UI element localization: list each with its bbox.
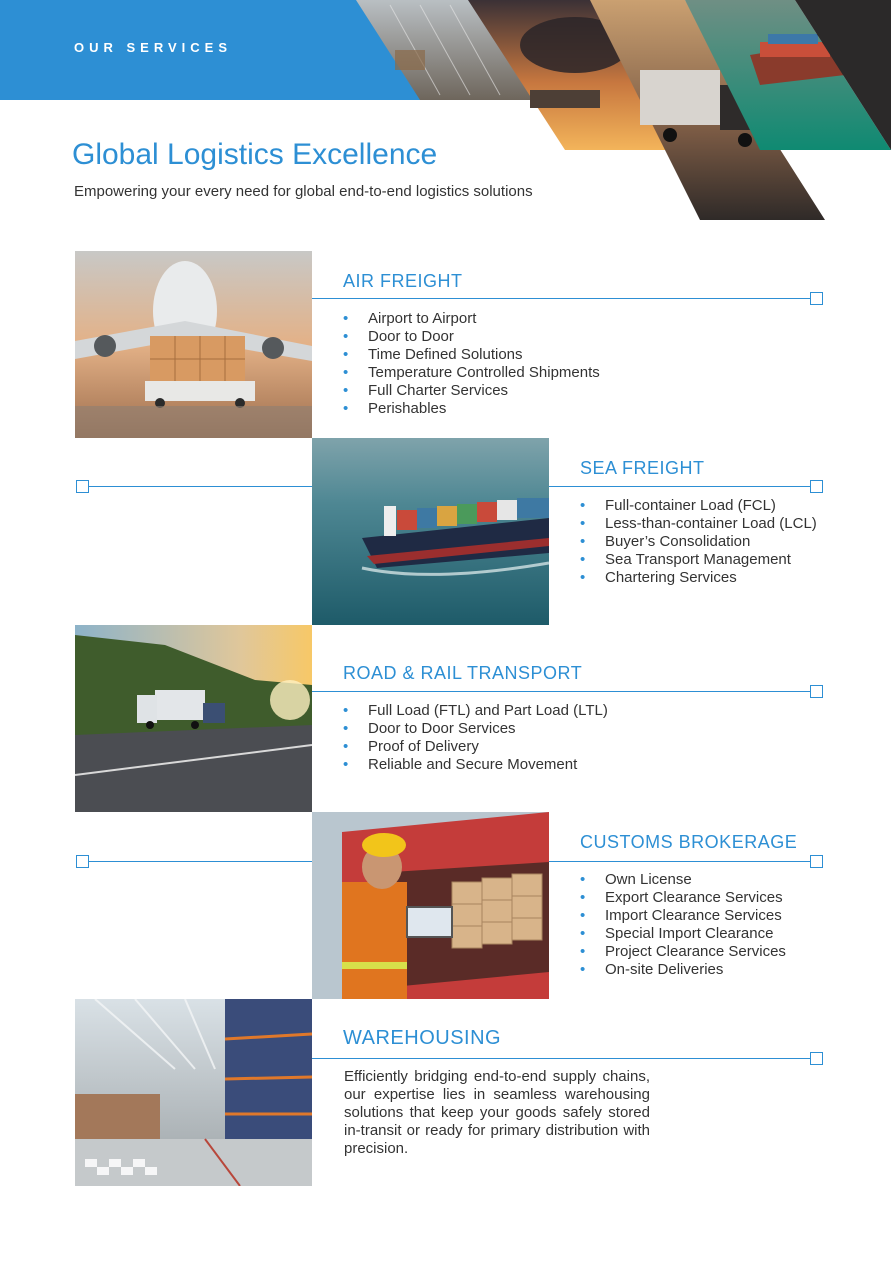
warehouse-marker (810, 1052, 823, 1065)
warehouse-description: Efficiently bridging end-to-end supply chains, our expertise lies in seamless warehousing solutions that keep your goods safely stored in-transit or ready for primary distribution with precision. (344, 1068, 650, 1157)
list-item: • Buyer’s Consolidation (580, 533, 817, 551)
list-item: • Proof of Delivery (343, 738, 608, 756)
list-item: • On-site Deliveries (580, 961, 786, 979)
section-eyebrow: OUR SERVICES (74, 40, 233, 55)
list-item: • Time Defined Solutions (343, 346, 600, 364)
customs-list (580, 871, 786, 979)
customs-photo (312, 812, 549, 999)
page-subtitle: Empowering your every need for global end-to-end logistics solutions (74, 183, 533, 200)
customs-title: CUSTOMS BROKERAGE (580, 832, 798, 852)
list-item: • Full Load (FTL) and Part Load (LTL) (343, 702, 608, 720)
sea-freight-divider (549, 486, 810, 487)
list-item: • Chartering Services (580, 569, 817, 587)
sea-freight-left-marker (76, 480, 89, 493)
road-transport-title: ROAD & RAIL TRANSPORT (343, 663, 583, 683)
list-item: • Own License (580, 871, 786, 889)
customs-left-marker (76, 855, 89, 868)
customs-left-divider (89, 861, 312, 862)
air-freight-list (343, 310, 600, 418)
list-item: • Door to Door (343, 328, 600, 346)
page-title: Global Logistics Excellence (72, 138, 438, 171)
list-item: • Door to Door Services (343, 720, 608, 738)
road-transport-list (343, 702, 608, 774)
list-item: • Temperature Controlled Shipments (343, 364, 600, 382)
list-item: • Special Import Clearance (580, 925, 786, 943)
list-item: • Airport to Airport (343, 310, 600, 328)
air-freight-photo (75, 251, 312, 438)
warehouse-divider (312, 1058, 810, 1059)
list-item: • Export Clearance Services (580, 889, 786, 907)
list-item: • Perishables (343, 400, 600, 418)
sea-freight-left-divider (89, 486, 312, 487)
road-transport-marker (810, 685, 823, 698)
air-freight-title: AIR FREIGHT (343, 271, 463, 291)
air-freight-marker (810, 292, 823, 305)
list-item: • Full Charter Services (343, 382, 600, 400)
sea-freight-marker (810, 480, 823, 493)
customs-divider (549, 861, 810, 862)
list-item: • Full-container Load (FCL) (580, 497, 817, 515)
sea-freight-photo (312, 438, 549, 625)
list-item: • Reliable and Secure Movement (343, 756, 608, 774)
road-transport-photo (75, 625, 312, 812)
customs-marker (810, 855, 823, 868)
road-transport-divider (312, 691, 810, 692)
sea-freight-list (580, 497, 817, 587)
list-item: • Less-than-container Load (LCL) (580, 515, 817, 533)
list-item: • Import Clearance Services (580, 907, 786, 925)
air-freight-divider (312, 298, 810, 299)
warehouse-title: WAREHOUSING (343, 1027, 502, 1049)
list-item: • Sea Transport Management (580, 551, 817, 569)
warehouse-photo (75, 999, 312, 1186)
sea-freight-title: SEA FREIGHT (580, 458, 705, 478)
list-item: • Project Clearance Services (580, 943, 786, 961)
